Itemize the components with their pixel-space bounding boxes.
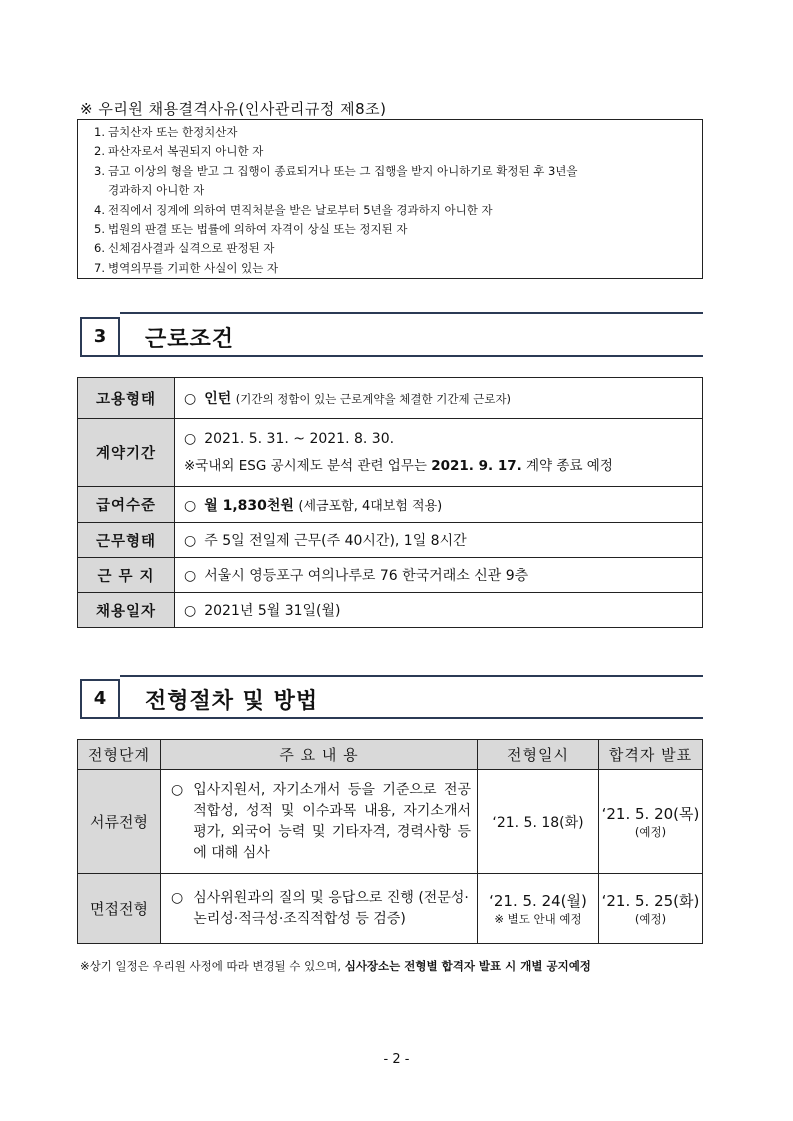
table-row — [78, 874, 703, 944]
result-cell: ‘21. 5. 25(화) (예정) — [599, 874, 703, 944]
section-rule-top — [120, 675, 703, 677]
row-value: ○ 2021년 5월 31일(월) — [175, 593, 703, 628]
row-value: ○ 서울시 영등포구 여의나루로 76 한국거래소 신관 9층 — [175, 558, 703, 593]
date-cell: ‘21. 5. 18(화) — [478, 770, 599, 874]
stage-cell: 면접전형 — [78, 874, 161, 944]
table-row — [78, 378, 703, 419]
row-label: 계약기간 — [78, 419, 175, 487]
content-cell: ○ 입사지원서, 자기소개서 등을 기준으로 전공 적합성, 성적 및 이수과목 내용, 자기소개서 평가, 외국어 능력 및 기타자격, 경력사항 등에 대해 심사 — [161, 770, 478, 874]
section-title: 근로조건 — [145, 327, 235, 352]
process-table — [77, 739, 703, 944]
column-header: 전형단계 — [78, 740, 161, 770]
row-value: ○ 인턴 (기간의 정함이 있는 근로계약을 체결한 기간제 근로자) — [175, 378, 703, 419]
table-row — [78, 770, 703, 874]
stage-cell: 서류전형 — [78, 770, 161, 874]
section-title: 전형절차 및 방법 — [145, 689, 319, 714]
row-label: 고용형태 — [78, 378, 175, 419]
row-value: ○ 2021. 5. 31. ~ 2021. 8. 30. ※국내외 ESG 공시제도 분석 관련 업무는 2021. 9. 17. 계약 종료 예정 — [175, 419, 703, 487]
table-row — [78, 487, 703, 523]
row-label: 근무형태 — [78, 523, 175, 558]
row-label: 채용일자 — [78, 593, 175, 628]
table-row — [78, 593, 703, 628]
page-number: - 2 - — [383, 1052, 410, 1067]
column-header: 합격자 발표 — [599, 740, 703, 770]
section-number: 4 — [80, 679, 120, 719]
list-item: 1. 금치산자 또는 한정치산자 — [94, 125, 238, 139]
section-rule-bottom — [120, 717, 703, 719]
section-rule-bottom — [120, 355, 703, 357]
list-item: 2. 파산자로서 복권되지 아니한 자 — [94, 144, 264, 159]
list-item: 4. 전직에서 징계에 의하여 면직처분을 받은 날로부터 5년을 경과하지 아니한 자 — [94, 202, 493, 217]
disqualification-title: ※ 우리원 채용결격사유(인사관리규정 제8조) — [80, 100, 387, 118]
table-row — [78, 558, 703, 593]
row-label: 급여수준 — [78, 487, 175, 523]
table-row — [78, 419, 703, 487]
conditions-table — [77, 377, 703, 628]
row-value: ○ 주 5일 전일제 근무(주 40시간), 1일 8시간 — [175, 523, 703, 558]
table-row — [78, 523, 703, 558]
result-cell: ‘21. 5. 20(목) (예정) — [599, 770, 703, 874]
column-header: 주 요 내 용 — [161, 740, 478, 770]
section-rule-top — [120, 312, 703, 314]
list-item: 6. 신체검사결과 실격으로 판정된 자 — [94, 241, 275, 256]
date-cell: ‘21. 5. 24(월) ※ 별도 안내 예정 — [478, 874, 599, 944]
table-header-row — [78, 740, 703, 770]
column-header: 전형일시 — [478, 740, 599, 770]
list-item: 7. 병역의무를 기피한 사실이 있는 자 — [94, 260, 279, 275]
list-item: 5. 법원의 판결 또는 법률에 의하여 자격이 상실 또는 정지된 자 — [94, 222, 408, 237]
row-value: ○ 월 1,830천원 (세금포함, 4대보험 적용) — [175, 487, 703, 523]
row-label: 근 무 지 — [78, 558, 175, 593]
content-cell: ○ 심사위원과의 질의 및 응답으로 진행 (전문성·논리성·적극성·조직적합성 등 검증) — [161, 874, 478, 944]
schedule-footnote: ※상기 일정은 우리원 사정에 따라 변경될 수 있으며, 심사장소는 전형별 합격자 발표 시 개별 공지예정 — [80, 959, 591, 973]
section-number: 3 — [80, 317, 120, 357]
disqualification-box — [77, 119, 703, 279]
list-item: 3. 금고 이상의 형을 받고 그 집행이 종료되거나 또는 그 집행을 받지 아니하기로 확정된 후 3년을 경과하지 아니한 자 — [94, 163, 578, 198]
